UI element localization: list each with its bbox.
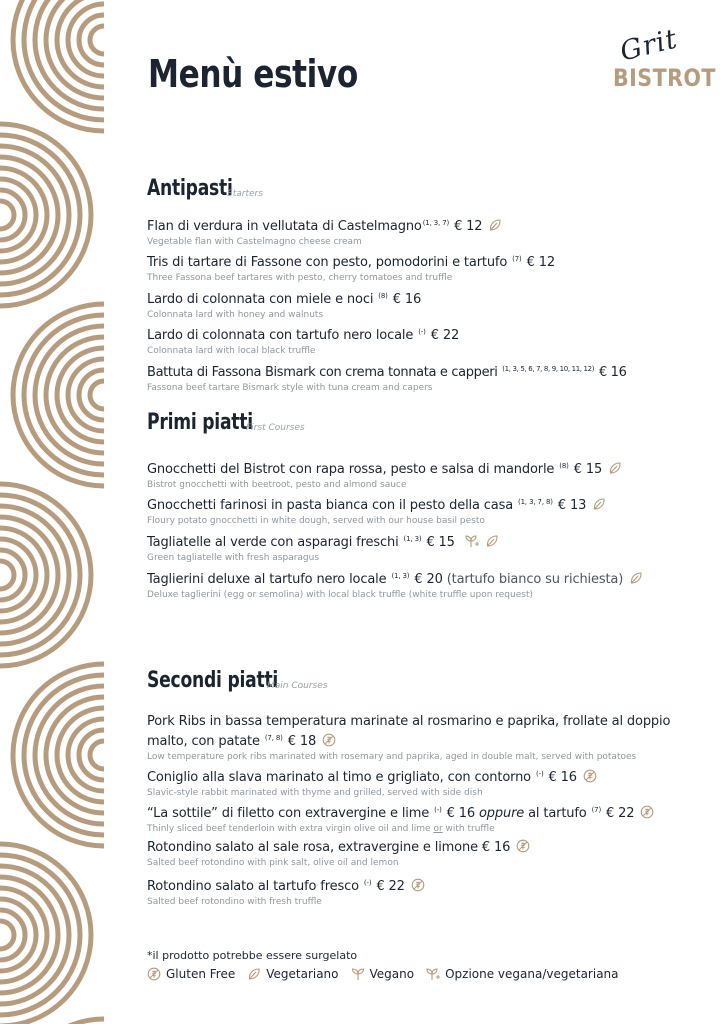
pattern-arc: [0, 201, 14, 229]
item-name: Tris di tartare di Fassone con pesto, pomodorini e tartufo: [147, 255, 508, 270]
item-name: Gnocchetti farinosi in pasta bianca con il pesto della casa: [147, 498, 514, 513]
item-allergens: (7): [512, 255, 522, 263]
menu-item: [147, 458, 687, 491]
item-price: € 16: [446, 806, 475, 821]
item-price: € 16: [481, 840, 511, 855]
item-price: € 16: [392, 292, 422, 307]
item-description: Low temperature pork ribs marinated with rosemary and paprika, aged in double malt, served with potatoes: [147, 752, 637, 762]
item-description: Slavic-style rabbit marinated with thyme and grilled, served with side dish: [147, 788, 483, 798]
legend-label: Vegano: [369, 967, 415, 981]
item-description: Colonnata lard with local black truffle: [147, 346, 316, 356]
item-price: € 22: [376, 879, 405, 894]
item-allergens: (1, 3, 5, 6, 7, 8, 9, 10, 11, 12): [502, 365, 595, 373]
item-allergens: (8): [559, 462, 569, 470]
menu-item: [147, 215, 687, 248]
decorative-pattern-svg: [0, 0, 104, 1024]
section-title: Secondi piatti: [147, 668, 279, 693]
section-title: Antipasti: [147, 176, 233, 201]
gluten-free-icon: [640, 805, 654, 819]
item-name: Gnocchetti del Bistrot con rapa rossa, pesto e salsa di mandorle: [147, 462, 555, 477]
section-subtitle: First Courses: [246, 423, 305, 433]
pattern-arc: [0, 921, 14, 949]
frozen-footnote: *il prodotto potrebbe essere surgelato: [147, 949, 358, 962]
item-allergens: (-): [418, 328, 426, 336]
section-heading-antipasti: [147, 176, 263, 201]
item-oppure: oppure: [478, 806, 525, 821]
item-price: € 12: [526, 255, 555, 270]
menu-item: [147, 288, 687, 321]
legend-item-vegan-vegetarian-option: [426, 967, 618, 981]
item-name: Flan di verdura in vellutata di Castelmagno: [147, 219, 422, 234]
vegan-vegetarian-option-icon: [465, 534, 479, 548]
item-price: € 18: [287, 734, 317, 749]
item-name-line: [147, 361, 687, 381]
pattern-arc: [0, 561, 14, 589]
item-name-alt: al tartufo: [528, 806, 587, 821]
item-name-line: [147, 324, 687, 344]
item-description: Three Fassona beef tartares with pesto, cherry tomatoes and truffle: [147, 273, 453, 283]
section-subtitle: Starters: [227, 189, 263, 199]
brand-logo-script: Grit: [617, 23, 681, 68]
item-allergens-alt: (7): [591, 806, 602, 814]
item-name-line: [147, 458, 687, 478]
item-name-line: [147, 839, 687, 856]
item-description-or: or: [433, 824, 443, 834]
item-name: Coniglio alla slava marinato al timo e grigliato, con contorno: [147, 770, 531, 785]
vegetarian-icon: [592, 497, 606, 511]
item-name: Pork Ribs in bassa temperatura marinate al rosmarino e paprika, frollate al doppio malto, con patate: [147, 714, 671, 749]
pattern-arc: [90, 381, 104, 409]
item-name-line: [147, 215, 687, 235]
item-name-line: [147, 713, 687, 750]
item-price: € 20: [414, 572, 443, 587]
item-name-line: [147, 494, 687, 514]
item-description: Floury potato gnocchetti in white dough, served with our house basil pesto: [147, 516, 485, 526]
item-name-line: [147, 568, 687, 588]
menu-item: [147, 531, 687, 564]
legend-item-vegetarian: [247, 967, 338, 981]
legend-label: Vegetariano: [266, 967, 339, 981]
item-price: € 15: [426, 535, 455, 550]
item-price: € 13: [557, 498, 587, 513]
section-title: Primi piatti: [147, 410, 253, 435]
item-allergens: (7, 8): [264, 734, 283, 742]
page-title: Menù estivo: [148, 52, 358, 96]
section-heading-secondi: [147, 668, 328, 693]
gluten-free-icon: [322, 733, 336, 747]
item-name-line: [147, 251, 687, 271]
item-name-line: [147, 802, 687, 822]
pattern-arc: [90, 26, 104, 54]
item-name: Rotondino salato al sale rosa, extravergine e limone: [147, 840, 478, 855]
item-description: Fassona beef tartare Bismark style with tuna cream and capers: [147, 383, 433, 393]
menu-item: [147, 251, 687, 284]
item-name: Taglierini deluxe al tartufo nero locale: [147, 572, 387, 587]
gluten-free-icon: [516, 839, 530, 853]
menu-item: [147, 839, 687, 869]
menu-item: [147, 324, 687, 357]
item-description: Vegetable flan with Castelmagno cheese cream: [147, 237, 362, 247]
item-allergens: (1, 3, 7, 8): [518, 498, 553, 506]
item-description: Deluxe taglierini (egg or semolina) with local black truffle (white truffle upon request): [147, 590, 533, 600]
item-description: Bistrot gnocchetti with beetroot, pesto and almond sauce: [147, 480, 407, 490]
item-name-line: [147, 766, 687, 786]
item-description: Salted beef rotondino with pink salt, olive oil and lemon: [147, 858, 399, 868]
menu-item: [147, 875, 687, 908]
vegan-vegetarian-option-icon: [426, 967, 440, 981]
menu-item: [147, 802, 687, 835]
item-description: Colonnata lard with honey and walnuts: [147, 310, 324, 320]
vegetarian-icon: [247, 967, 261, 981]
item-allergens: (1, 3): [391, 572, 410, 580]
item-allergens: (-): [363, 879, 372, 887]
item-allergens: (-): [434, 806, 442, 814]
vegetarian-icon: [488, 218, 502, 232]
decorative-pattern: [0, 0, 104, 1024]
section-heading-primi: [147, 410, 305, 435]
item-description-a: Thinly sliced beef tenderloin with extra virgin olive oil and lime: [147, 824, 431, 834]
item-price: € 22: [430, 328, 460, 343]
brand-logo: [608, 23, 716, 98]
vegan-icon: [351, 967, 365, 981]
legend-item-gluten-free: [147, 967, 235, 981]
item-name-line: [147, 531, 687, 551]
section-subtitle: Main Courses: [267, 681, 328, 691]
item-name: “La sottile” di filetto con extravergine e lime: [147, 806, 430, 821]
item-allergens: (-): [535, 770, 544, 778]
item-price: € 15: [573, 462, 603, 477]
item-description: Salted beef rotondino with fresh truffle: [147, 897, 322, 907]
menu-item: [147, 361, 687, 394]
gluten-free-icon: [411, 878, 425, 892]
item-name: Rotondino salato al tartufo fresco: [147, 879, 359, 894]
menu-item: [147, 766, 687, 799]
item-name: Battuta di Fassona Bismark con crema tonnata e capperi: [147, 365, 498, 380]
vegetarian-icon: [608, 461, 622, 475]
item-price: € 16: [548, 770, 577, 785]
menu-item: [147, 494, 687, 527]
item-description: Green tagliatelle with fresh asparagus: [147, 553, 320, 563]
item-allergens: (8): [378, 292, 388, 300]
brand-logo-name: BISTROT: [613, 64, 716, 92]
item-name: Lardo di colonnata con tartufo nero locale: [147, 328, 414, 343]
item-description-b: with truffle: [445, 824, 495, 834]
item-name: Lardo di colonnata con miele e noci: [147, 292, 374, 307]
item-allergens: (1, 3, 7): [422, 219, 450, 227]
legend-label: Gluten Free: [166, 967, 236, 981]
item-price: € 12: [454, 219, 483, 234]
gluten-free-icon: [583, 769, 597, 783]
item-name-line: [147, 875, 687, 895]
legend-label: Opzione vegana/vegetariana: [445, 967, 619, 981]
legend-item-vegan: [351, 967, 415, 981]
gluten-free-icon: [147, 967, 161, 981]
menu-item: [147, 713, 687, 763]
item-price-alt: € 22: [606, 806, 635, 821]
item-name: Tagliatelle al verde con asparagi freschi: [147, 535, 399, 550]
legend: [147, 967, 631, 981]
item-extra-note: (tartufo bianco su richiesta): [446, 572, 624, 587]
item-description: [147, 823, 687, 835]
vegetarian-icon: [629, 571, 643, 585]
item-allergens: (1, 3): [403, 535, 422, 543]
item-price: € 16: [598, 365, 627, 380]
vegetarian-icon: [485, 534, 499, 548]
item-name-line: [147, 288, 687, 308]
pattern-arc: [90, 741, 104, 769]
menu-item: [147, 568, 687, 601]
